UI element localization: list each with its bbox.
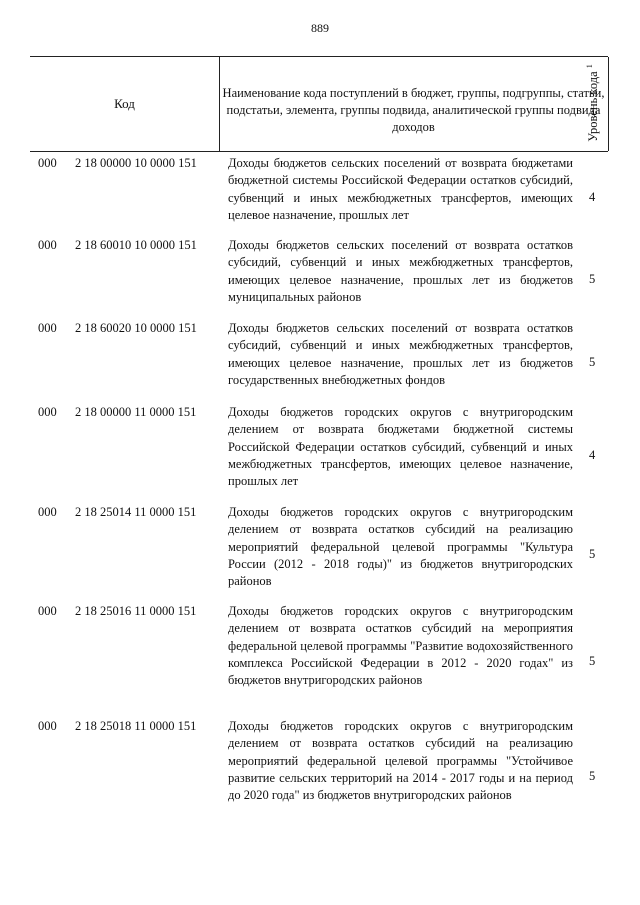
row-code: 2 18 25014 11 0000 151 [75,505,197,519]
row-level: 5 [589,654,596,668]
row-admin-code: 000 [38,321,57,335]
row-level: 5 [589,272,596,286]
row-level: 4 [589,190,596,204]
row-level: 4 [589,448,596,462]
row-code: 2 18 60010 10 0000 151 [75,238,197,252]
header-level-cell [578,56,608,150]
row-level: 5 [589,547,596,561]
row-name: Доходы бюджетов сельских поселений от возврата остатков субсидий, субвенций и иных межбюджетных трансфертов, имеющих целевое назначение, прошлых лет из бюджетов муниципальных районов [228,238,573,304]
row-code: 2 18 25018 11 0000 151 [75,719,197,733]
row-admin-code: 000 [38,238,57,252]
row-name: Доходы бюджетов сельских поселений от возврата бюджетами бюджетной системы Российской Федерации остатков субсидий, субвенций и иных межбюджетных трансфертов, имеющих целевое назначение, прошлых лет [228,156,573,222]
row-name: Доходы бюджетов городских округов с внутригородским делением от возврата остатков субсидий на реализацию мероприятий федеральной целевой программы "Культура России (2012 - 2018 годы)" из бюджетов внутригородских районов [228,505,573,589]
row-name: Доходы бюджетов городских округов с внутригородским делением от возврата остатков субсидий на реализацию мероприятий федеральной целевой программы "Устойчивое развитие сельских территорий на 2014 - 2017 годы и на период до 2020 года" из бюджетов внутригородских районов [228,719,573,803]
row-code: 2 18 60020 10 0000 151 [75,321,197,335]
header-code: Код [30,57,220,151]
row-admin-code: 000 [38,604,57,618]
row-name: Доходы бюджетов сельских поселений от возврата остатков субсидий, субвенций и иных межбюджетных трансфертов, имеющих целевое назначение, прошлых лет из бюджетов государственных внебюджетных фондов [228,321,573,387]
row-code: 2 18 00000 10 0000 151 [75,156,197,170]
row-name: Доходы бюджетов городских округов с внутригородским делением от возврата бюджетами бюджетной системы Российской Федерации остатков субсидий, субвенций и иных межбюджетных трансфертов, имеющих целевое назначение, прошлых лет [228,405,573,489]
row-code: 2 18 25016 11 0000 151 [75,604,197,618]
row-level: 5 [589,769,596,783]
header-level [585,64,601,142]
header-level-footnote: 1 [584,64,594,69]
table-header [30,56,608,152]
row-name: Доходы бюджетов городских округов с внутригородским делением от возврата остатков субсидий на мероприятия федеральной целевой программы "Развитие водохозяйственного комплекса Российской Федерации в 2012 - 2020 годах" из бюджетов внутригородских районов [228,604,573,688]
row-admin-code: 000 [38,505,57,519]
header-name: Наименование кода поступлений в бюджет, группы, подгруппы, статьи, подстатьи, элемента, группы подвида, аналитической группы подвида доходов [222,86,605,134]
row-admin-code: 000 [38,405,57,419]
header-level-label: Уровень кода [586,71,601,142]
header-name-cell [219,57,609,151]
row-level: 5 [589,355,596,369]
row-admin-code: 000 [38,156,57,170]
row-admin-code: 000 [38,719,57,733]
row-code: 2 18 00000 11 0000 151 [75,405,197,419]
page-number: 889 [311,21,329,35]
